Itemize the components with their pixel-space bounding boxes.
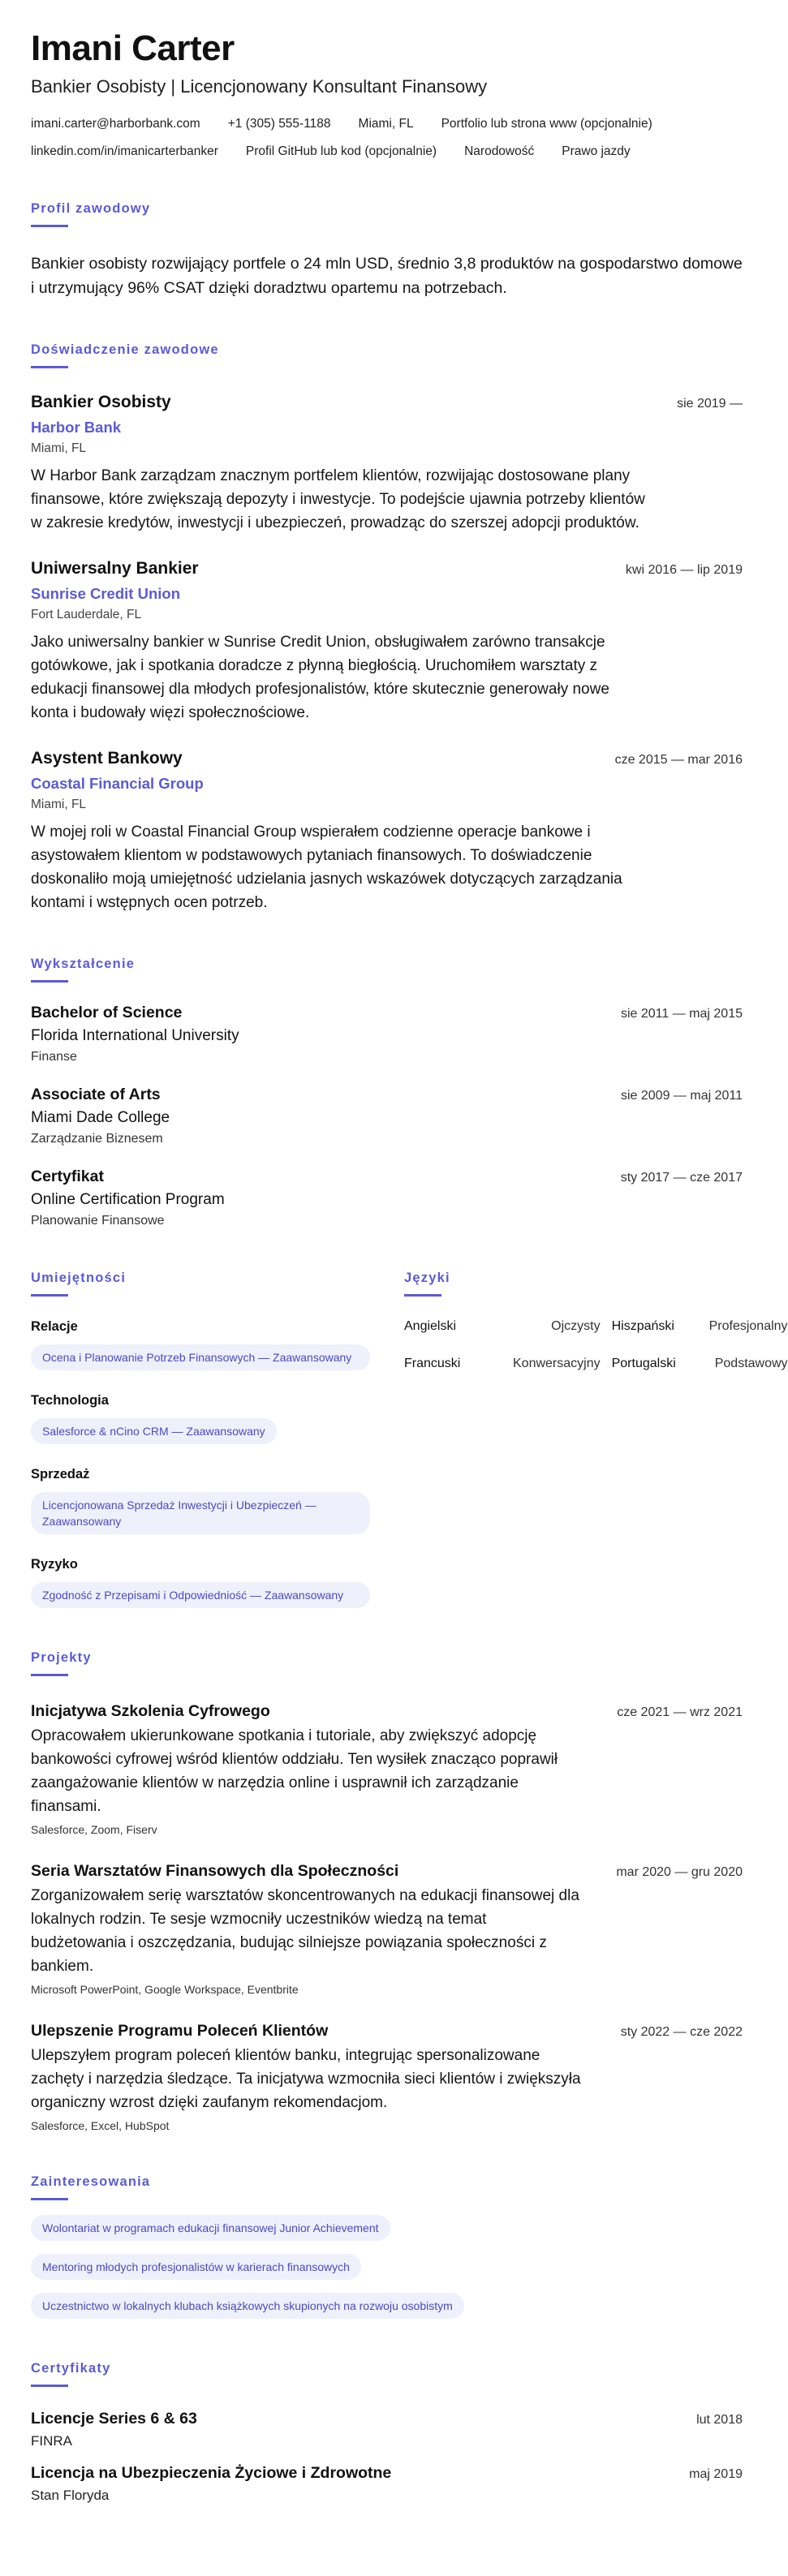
profile-section (31, 201, 743, 300)
resume-header (31, 29, 743, 159)
contact-linkedin[interactable]: linkedin.com/in/imanicarterbanker (31, 144, 218, 159)
project-dates: mar 2020 — gru 2020 (616, 1865, 743, 1880)
skills-languages-row (31, 1271, 788, 1608)
section-divider (31, 2198, 68, 2200)
interest-pill: Mentoring młodych profesjonalistów w karierach finansowych (31, 2254, 361, 2280)
section-heading: Doświadczenie zawodowe (31, 342, 219, 358)
project-description: Zorganizowałem serię warsztatów skoncentrowanych na edukacji finansowej dla lokalnych rodzin. Te sesje wzmocniły uczestników wiedzą na temat budżetowania i oszczędzania, budując silniejsze powiązania społeczności z bankiem. (31, 1887, 579, 1976)
language-name: Hiszpański (611, 1319, 674, 1334)
experience-entry (31, 749, 743, 914)
project-dates: cze 2021 — wrz 2021 (617, 1705, 743, 1720)
interest-list (31, 2215, 743, 2319)
project-entry (31, 1702, 743, 1836)
skill-group (31, 1393, 370, 1444)
language-name: Angielski (404, 1319, 457, 1334)
project-entry (31, 2022, 743, 2132)
skill-group-title: Sprzedaż (31, 1467, 90, 1482)
language-level: Profesjonalny (708, 1319, 788, 1334)
job-dates: cze 2015 — mar 2016 (614, 753, 743, 768)
certifications-section (31, 2361, 743, 2504)
project-description: Opracowałem ukierunkowane spotkania i tutoriale, aby zwiększyć adopcję bankowości cyfrowej wśród klientów oddziału. Ten wysiłek znacząco poprawił zaangażowanie klientów w narzędzia online i usprawnił ich zarządzanie finansami. (31, 1727, 558, 1816)
certification-title: Licencje Series 6 & 63 (31, 2410, 197, 2428)
certification-issuer: Stan Floryda (31, 2488, 110, 2504)
education-entry (31, 1004, 743, 1064)
section-divider (31, 2385, 68, 2387)
job-title: Bankier Osobisty (31, 393, 171, 412)
job-description: Jako uniwersalny bankier w Sunrise Credit Union, obsługiwałem zarówno transakcje gotówkowe, jak i spotkania doradcze z płynną biegłością. Uruchomiłem warsztaty z edukacji finansowej dla młodych profesjonalistów, które skutecznie generowały nowe konta i budowały więzi społecznościowe. (31, 634, 609, 722)
experience-section (31, 342, 743, 914)
school-name: Miami Dade College (31, 1109, 170, 1127)
interest-pill: Wolontariat w programach edukacji finansowej Junior Achievement (31, 2215, 390, 2241)
profile-summary: Bankier osobisty rozwijający portfele o 24 mln USD, średnio 3,8 produktów na gospodarstwo domowe i utrzymujący 96% CSAT dzięki doradztwu opartemu na potrzebach. (31, 255, 743, 298)
education-entry (31, 1086, 743, 1146)
skill-group-title: Relacje (31, 1319, 78, 1335)
contact-github[interactable]: Profil GitHub lub kod (opcjonalnie) (245, 144, 437, 159)
project-dates: sty 2022 — cze 2022 (620, 2025, 743, 2040)
section-heading: Certyfikaty (31, 2361, 111, 2376)
section-heading: Projekty (31, 1650, 92, 1666)
skill-group (31, 1557, 370, 1608)
language-name: Portugalski (611, 1357, 676, 1371)
contact-email[interactable]: imani.carter@harborbank.com (31, 117, 200, 131)
certification-entry (31, 2410, 743, 2449)
job-description: W mojej roli w Coastal Financial Group wspierałem codzienne operacje bankowe i asystowałem klientom w podstawowych pytaniach finansowych. To doświadczenie doskonaliło moją umiejętność udzielania jasnych wskazówek dotyczących zarządzania kontami i wstępnych ocen potrzeb. (31, 824, 622, 912)
employer-name: Sunrise Credit Union (31, 585, 180, 603)
field-of-study: Planowanie Finansowe (31, 1214, 165, 1228)
project-entry (31, 1862, 743, 1996)
projects-section (31, 1650, 743, 2132)
interest-pill: Uczestnictwo w lokalnych klubach książkowych skupionych na rozwoju osobistym (31, 2293, 464, 2319)
section-heading: Profil zawodowy (31, 201, 151, 217)
degree-name: Certyfikat (31, 1168, 104, 1186)
project-title: Inicjatywa Szkolenia Cyfrowego (31, 1702, 270, 1721)
section-divider (31, 225, 68, 227)
education-entry (31, 1168, 743, 1228)
language-list (404, 1319, 788, 1371)
project-tools: Microsoft PowerPoint, Google Workspace, Eventbrite (31, 1983, 299, 1997)
skills-section (31, 1271, 370, 1608)
job-location: Miami, FL (31, 441, 87, 456)
skill-group-title: Technologia (31, 1393, 109, 1408)
skill-pill: Salesforce & nCino CRM — Zaawansowany (31, 1418, 277, 1444)
certification-title: Licencja na Ubezpieczenia Życiowe i Zdrowotne (31, 2464, 392, 2483)
skill-group-title: Ryzyko (31, 1557, 78, 1572)
job-title: Asystent Bankowy (31, 749, 183, 768)
certification-date: maj 2019 (689, 2467, 743, 2482)
section-divider (31, 980, 68, 983)
job-location: Fort Lauderdale, FL (31, 608, 142, 622)
contact-driving-license: Prawo jazdy (562, 144, 631, 159)
project-tools: Salesforce, Excel, HubSpot (31, 2119, 170, 2133)
skill-pill: Ocena i Planowanie Potrzeb Finansowych — Zaawansowany (31, 1344, 370, 1370)
degree-name: Bachelor of Science (31, 1004, 183, 1022)
job-description: W Harbor Bank zarządzam znacznym portfelem klientów, rozwijając dostosowane plany finansowe, które zwiększają depozyty i inwestycje. To podejście ujawnia potrzeby klientów w zakresie kredytów, inwestycji i ubezpieczeń, prowadząc do szerszej adopcji produktów. (31, 467, 645, 532)
languages-section (404, 1271, 788, 1608)
project-title: Ulepszenie Programu Poleceń Klientów (31, 2022, 329, 2041)
project-title: Seria Warsztatów Finansowych dla Społeczności (31, 1862, 399, 1881)
section-divider (31, 1294, 68, 1297)
school-name: Online Certification Program (31, 1191, 225, 1209)
candidate-name: Imani Carter (31, 28, 235, 68)
candidate-title: Bankier Osobisty | Licencjonowany Konsultant Finansowy (31, 76, 488, 97)
job-dates: sie 2019 — (677, 397, 743, 411)
contact-portfolio[interactable]: Portfolio lub strona www (opcjonalnie) (441, 117, 652, 131)
contact-nationality: Narodowość (464, 144, 535, 159)
section-divider (404, 1294, 441, 1297)
section-divider (31, 1674, 68, 1676)
employer-name: Coastal Financial Group (31, 775, 204, 793)
section-heading: Zainteresowania (31, 2174, 151, 2190)
education-section (31, 957, 743, 1228)
field-of-study: Zarządzanie Biznesem (31, 1132, 163, 1146)
certification-issuer: FINRA (31, 2433, 72, 2449)
experience-entry (31, 559, 743, 725)
education-dates: sie 2011 — maj 2015 (620, 1007, 743, 1021)
section-divider (31, 366, 68, 368)
job-dates: kwi 2016 — lip 2019 (625, 563, 743, 578)
language-level: Podstawowy (714, 1357, 788, 1371)
skill-pill: Licencjonowana Sprzedaż Inwestycji i Ubezpieczeń — Zaawansowany (31, 1492, 370, 1534)
section-heading: Umiejętności (31, 1271, 127, 1286)
interests-section (31, 2174, 743, 2319)
language-name: Francuski (404, 1357, 461, 1371)
job-title: Uniwersalny Bankier (31, 559, 199, 578)
skill-group (31, 1467, 370, 1534)
project-description: Ulepszyłem program poleceń klientów banku, integrując spersonalizowane zachęty i narzędzia śledzące. Ta inicjatywa wzmocniła sieci klientów i zwiększyła organiczny wzrost dzięki zaufanym rekomendacjom. (31, 2047, 581, 2112)
contact-phone[interactable]: +1 (305) 555-1188 (227, 117, 331, 131)
contact-location: Miami, FL (358, 117, 414, 131)
certification-date: lut 2018 (696, 2413, 743, 2428)
job-location: Miami, FL (31, 798, 87, 812)
education-dates: sie 2009 — maj 2011 (620, 1089, 743, 1103)
field-of-study: Finanse (31, 1050, 77, 1064)
experience-entry (31, 393, 743, 535)
section-heading: Języki (404, 1271, 450, 1286)
contact-list (31, 117, 743, 159)
skill-pill: Zgodność z Przepisami i Odpowiedniość — Zaawansowany (31, 1582, 370, 1608)
section-heading: Wykształcenie (31, 957, 136, 972)
language-level: Konwersacyjny (513, 1357, 601, 1371)
employer-name: Harbor Bank (31, 419, 122, 437)
certification-entry (31, 2464, 743, 2504)
language-level: Ojczysty (551, 1319, 601, 1334)
skill-group (31, 1319, 370, 1370)
project-tools: Salesforce, Zoom, Fiserv (31, 1823, 157, 1837)
degree-name: Associate of Arts (31, 1086, 161, 1104)
school-name: Florida International University (31, 1027, 239, 1045)
education-dates: sty 2017 — cze 2017 (620, 1171, 743, 1185)
